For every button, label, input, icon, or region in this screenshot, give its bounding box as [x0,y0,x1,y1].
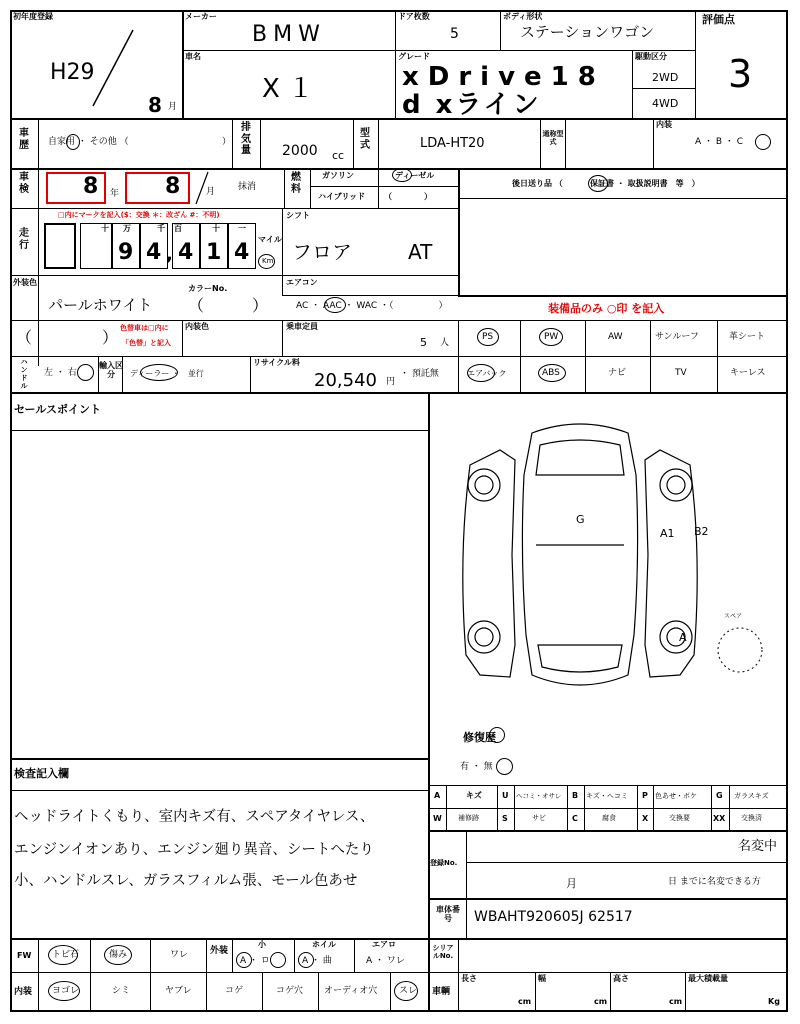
aero-opts: A ・ ワレ [366,956,405,966]
legend-text-w: 補修跡 [458,814,479,822]
accessories-label: 後日送り品 （ [512,179,563,188]
import-label: 輸入区分 [99,361,123,380]
inspection-notes-label: 検査記入欄 [14,767,69,780]
cc: cc [332,149,345,162]
legend-text-g: ガラスキズ [734,792,769,800]
exterior-small-label: 外装 [209,946,228,956]
height-label: 高さ [613,974,629,983]
inspection-line-3: 小、ハンドルスレ、ガラスフィルム張、モール色あせ [14,873,358,889]
legend-code-w: W [433,814,442,823]
circle-km [258,254,275,269]
legend-text-xx: 交換済 [741,814,762,822]
color-no-label: カラーNo. [188,284,228,293]
inspection-line-2: エンジンイオンあり、エンジン廻り異音、シートへたり [14,842,374,858]
registration-day: 日 までに名変できる方 [668,877,761,887]
drive-4wd: 4WD [652,97,679,110]
body: ステーションワゴン [520,23,655,41]
unit-ichi: 一 [238,224,246,233]
equip-keyless: キーレス [730,368,766,378]
inspection-line-1: ヘッドライトくもり、室内キズ有、スペアタイヤレス、 [14,809,375,825]
color-change-paren-open: （ [16,328,33,347]
insp-month: 8 [165,174,181,199]
score: 3 [728,52,753,96]
capacity-label: 乗車定員 [286,322,318,331]
change-note-1: 色替車は□内に [120,324,169,332]
equip-tv: TV [675,368,687,378]
gasoline: ガソリン [322,171,354,180]
interior-grades: A ・ B ・ C [695,137,744,147]
color-no: （ ） [188,296,269,315]
equip-pw: PW [544,332,559,342]
int-rub: スレ [399,986,418,996]
model: X１ [262,74,322,104]
legend-code-u: U [502,791,509,800]
capacity: 5 [420,336,427,349]
mileage-digit-2: 9 [118,240,134,265]
circle-repair [489,727,505,743]
mile-label: マイル [258,235,282,244]
circle-pw [539,328,563,346]
grade-line2: d xライン [402,90,542,120]
mileage-digit-3: 4 [146,240,162,265]
mileage-digit-6: 4 [234,240,250,265]
fuel-label: 燃料 [291,172,301,195]
grade-label: グレード [398,52,430,61]
circle-airbag [467,364,495,382]
legend-code-p: P [642,791,648,800]
registration-month: 月 [566,877,577,890]
mileage-digit-5: 1 [206,240,222,265]
body-label: ボディ形状 [503,12,543,21]
car-diagram [440,405,785,705]
aero-label: エアロ [372,940,396,949]
height-unit: cm [669,997,683,1006]
history-text: 自家用 ・ その他 （ [48,137,129,147]
diagram-label-g: G [576,513,585,526]
mileage-note: □内にマークを記入($：交換 ＊：改ざん #：不明) [58,211,220,219]
date-slash [85,28,145,108]
length-label: 長さ [461,974,477,983]
ac-label: エアコン [286,278,318,287]
circle-no-repair [496,758,513,775]
int-burn-hole: コゲ穴 [276,986,304,996]
unit-juu: 十 [212,224,220,233]
interior-label: 内装 [656,120,672,129]
maker-label: メーカー [185,12,217,21]
legend-code-c: C [572,814,578,823]
unit-sen: 千 [157,224,165,233]
mileage-comma: , [166,244,173,265]
legend-text-a: キズ [466,791,482,800]
circle-dealer [140,364,178,381]
fw-chip: トビ石 [52,950,80,960]
spare-label: スペア [724,613,743,620]
drive-label: 駆動区分 [635,52,667,61]
capacity-unit: 人 [440,338,450,348]
int-stain: シミ [112,986,131,996]
type: LDA-HT20 [420,136,485,151]
mileage-label: 走行 [19,228,29,251]
cancelled: 抹消 [238,182,257,192]
fw-crack: ワレ [170,950,189,960]
repair-label: 修復歴 [463,731,496,744]
circle-warranty [588,175,608,192]
displacement: 2000 [282,143,318,159]
inspection-label: 車検 [19,172,29,195]
exterior: パールホワイト [48,296,153,314]
circle-interior-c [755,134,771,150]
type-label: 型式 [360,128,370,151]
interior-color-label: 内装色 [185,322,209,331]
circle-small-b [270,952,286,968]
legend-code-s: S [502,814,508,823]
fw-label: FW [17,951,32,960]
length-unit: cm [518,997,532,1006]
import: ディーラー ・ 並行 [130,369,204,378]
shift-type: AT [408,240,433,264]
legend-text-c: 腐食 [602,814,616,822]
legend-code-xx: XX [713,814,726,823]
exterior-label: 外装色 [13,278,37,287]
diagram-label-a1: A1 [660,527,675,540]
handle: 左 ・ 右 [44,368,77,378]
width-unit: cm [594,997,608,1006]
displacement-label: 排気量 [241,122,251,156]
deposit: ・ 預託無 [400,369,439,379]
change-note-2: 「色替」と記入 [122,339,171,347]
legend-text-u: ヘコミ・オサレ [516,792,562,800]
history-label: 車歴 [19,128,29,151]
legend-text-x: 交換要 [669,814,690,822]
diagram-label-b2: B2 [694,525,709,538]
int-dirt: ヨゴレ [52,986,80,996]
int-tear: ヤブレ [165,986,192,996]
first-reg-label: 初年度登録 [13,12,53,21]
shift: フロア [292,240,352,264]
doors: 5 [450,26,459,42]
hybrid-paren: （ ） [384,192,432,201]
vin-label: 車体番号 [436,905,460,924]
equip-leather: 革シート [729,332,766,342]
equip-airbag: エアバック [467,369,507,378]
first-reg-month-unit: 月 [168,102,178,112]
first-reg-year: H29 [50,60,95,85]
width-label: 幅 [538,974,546,983]
circle-private [66,134,80,150]
model-label: 車名 [185,52,201,61]
int-audio-hole: オーディオ穴 [324,986,378,996]
circle-dirt [48,981,80,1001]
mileage-digit-4: 4 [178,240,194,265]
load-unit: Kg [768,997,780,1006]
int-burn: コゲ [225,986,244,996]
serial-label: シリアルNo. [432,944,454,961]
year-unit: 年 [110,189,120,199]
recycle: 20,540 [314,370,377,391]
first-reg-month: 8 [148,93,162,117]
equipment-header: 装備品のみ ○印 を記入 [548,302,665,315]
equip-sunroof: サンルーフ [655,332,699,342]
circle-abs [538,364,566,382]
doors-label: ドア枚数 [398,12,430,21]
equip-ps: PS [482,332,494,342]
recycle-label: リサイクル料 [253,358,300,367]
km-label: Km [262,257,274,265]
legend-code-x: X [642,814,649,823]
month-unit: 月 [206,187,216,197]
history-close: ） [222,137,232,147]
legend-code-b: B [572,791,579,800]
legend-text-p: 色あせ・ボケ [655,792,697,800]
unit-hyaku: 百 [174,224,182,233]
dimensions-label: 車輌 [432,987,451,997]
name-change: 名変中 [738,839,778,854]
fw-damage: 傷み [109,950,128,960]
legend-text-b: キズ・ヘコミ [586,792,628,800]
recycle-unit: 円 [386,377,396,387]
equip-navi: ナビ [608,368,627,378]
circle-ps [477,328,499,346]
diesel: ディーゼル [395,171,435,180]
wheel-label: ホイル [312,940,336,949]
legend-code-g: G [716,791,723,800]
circle-wheel-a [298,952,314,968]
circle-small-a [236,952,252,968]
circle-chip [48,945,78,965]
unit-man: 万 [123,224,131,233]
circle-diesel [392,168,412,182]
insp-year: 8 [83,174,99,199]
ac-options: AC ・ AAC ・ WAC ・（ ） [296,301,448,311]
hybrid: ハイブリッド [318,192,366,201]
color-change-paren-close: ） [102,328,119,347]
sales-points-label: セールスポイント [14,403,102,416]
handle-label: ハンドル [20,358,28,391]
legend-code-a: A [434,791,441,800]
grade-line1: xDrive18 [402,62,605,92]
equip-aw: AW [608,332,623,342]
int-label: 内装 [14,987,33,997]
circle-handle-right [77,364,94,381]
equip-abs: ABS [542,368,560,378]
load-label: 最大積載量 [688,974,728,983]
repair-yes-no: 有 ・ 無 [460,762,493,772]
circle-aac [324,297,346,313]
maker: BMW [252,22,326,47]
wheel-opts: A ・ 曲 [302,956,332,966]
small-label: 小 [258,940,266,949]
circle-rub [394,981,418,1001]
unit-ten-thousand-ten: 十 [101,224,109,233]
small-opts: A ・ ロ [240,956,270,966]
registration-label: 登録No. [430,859,458,867]
diagram-label-a: A [679,631,687,644]
drive-2wd: 2WD [652,71,679,84]
accessories-items: 保証書 ・ 取扱説明書 等 ） [590,179,700,188]
vin-value: WBAHT920605J 62517 [474,909,633,925]
mileage-box-0 [44,223,76,269]
circle-fw-damage [104,945,132,965]
score-label: 評価点 [702,13,735,26]
shift-label: シフト [286,211,310,220]
legend-text-s: サビ [532,814,546,822]
common-type-label: 通称型式 [542,130,564,147]
